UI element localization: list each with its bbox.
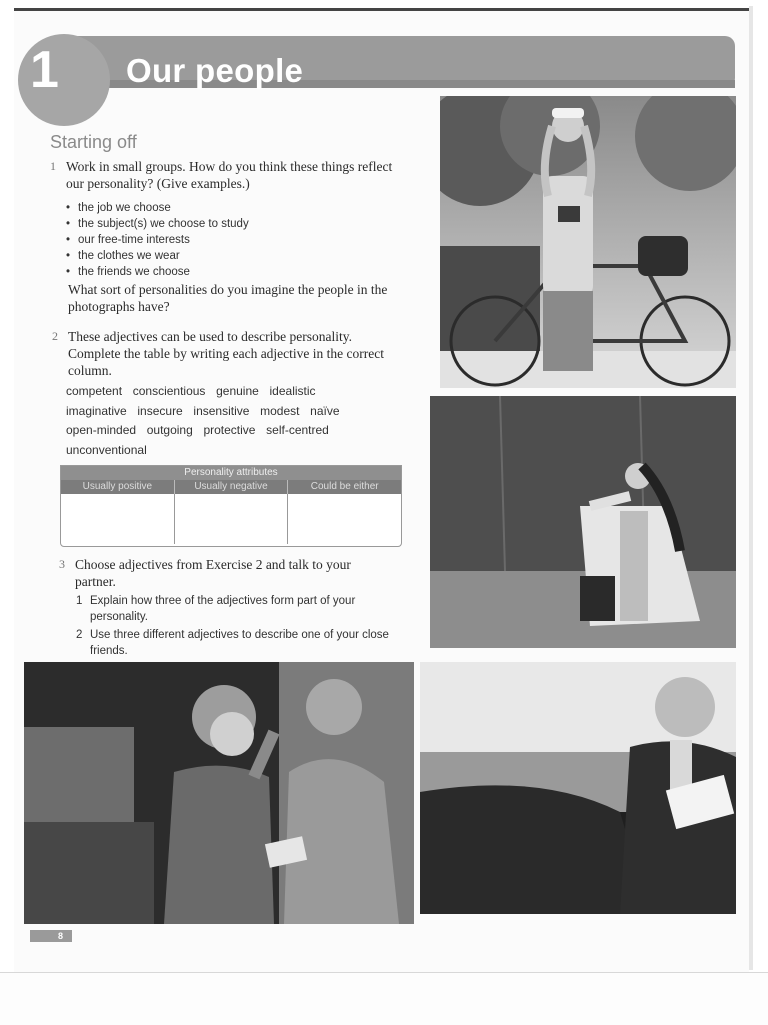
dancer-illustration [430, 396, 736, 648]
table-answer-row [61, 494, 401, 544]
answer-cell[interactable] [175, 494, 289, 544]
exercise-2 [52, 328, 398, 379]
personality-table [60, 465, 402, 547]
column-header: Usually positive [61, 480, 175, 494]
page-number-tab [30, 930, 72, 942]
answer-cell[interactable] [288, 494, 401, 544]
item-number: 2 [76, 629, 83, 641]
adjective: insecure [137, 403, 183, 418]
adjective: outgoing [146, 423, 193, 437]
list-item: • the friends we choose [66, 264, 249, 280]
column-header: Could be either [310, 481, 379, 492]
exercise-1-list [66, 200, 249, 280]
table-header-row [61, 480, 401, 494]
column-header: Usually negative [175, 480, 289, 494]
exercise-3-item [76, 627, 390, 659]
list-item: • the job we choose [66, 200, 249, 216]
table-title: Personality attributes [61, 466, 401, 480]
photo-businessman [420, 662, 736, 914]
exercise-3 [59, 556, 395, 590]
adjective: genuine [216, 384, 259, 398]
adjective: imaginative [66, 403, 127, 418]
adjective: idealistic [269, 384, 316, 398]
adjective: conscientious [132, 384, 206, 398]
exercise-2-text: These adjectives can be used to describe personality. Complete the table by writing each adjective in the correct column. [68, 329, 384, 378]
adjective: naïve [310, 403, 340, 418]
page-edge [749, 6, 753, 970]
exercise-3-number: 3 [59, 557, 65, 571]
exercise-1 [50, 158, 396, 192]
section-heading: Starting off [50, 132, 137, 152]
page-number: 8 [58, 931, 64, 941]
photo-dancer [430, 396, 736, 648]
list-item: • the clothes we wear [66, 248, 249, 264]
adjective: competent [66, 384, 123, 398]
exercise-1-text: Work in small groups. How do you think these things reflect our personality? (Give examples.) [66, 159, 393, 191]
unit-number: 1 [30, 41, 59, 99]
cyclist-illustration [440, 96, 736, 388]
item-text: Explain how three of the adjectives form part of your personality. [90, 595, 356, 623]
list-item: • our free-time interests [66, 232, 249, 248]
painter-illustration [24, 662, 414, 924]
exercise-3-item [76, 593, 390, 625]
businessman-illustration [420, 662, 736, 914]
adjective: modest [260, 403, 300, 418]
item-text: Use three different adjectives to describe one of your close friends. [90, 629, 389, 657]
adjective: protective [203, 423, 256, 437]
adjective: insensitive [193, 403, 250, 418]
answer-cell[interactable] [61, 494, 175, 544]
photo-painter [24, 662, 414, 924]
exercise-1-follow-up: What sort of personalities do you imagine the people in the photographs have? [68, 282, 388, 314]
unit-title: Our people [126, 52, 304, 89]
list-item: • the subject(s) we choose to study [66, 216, 249, 232]
adjective: unconventional [66, 442, 147, 457]
item-number: 1 [76, 595, 83, 607]
photo-cyclist [440, 96, 736, 388]
exercise-3-text: Choose adjectives from Exercise 2 and talk to your partner. [75, 557, 351, 589]
exercise-2-number: 2 [52, 329, 58, 343]
scanner-margin [0, 972, 768, 1025]
adjective: open-minded [66, 423, 137, 437]
adjective: self-centred [266, 423, 329, 437]
exercise-1-number: 1 [50, 159, 56, 173]
adjective-box [66, 382, 406, 468]
